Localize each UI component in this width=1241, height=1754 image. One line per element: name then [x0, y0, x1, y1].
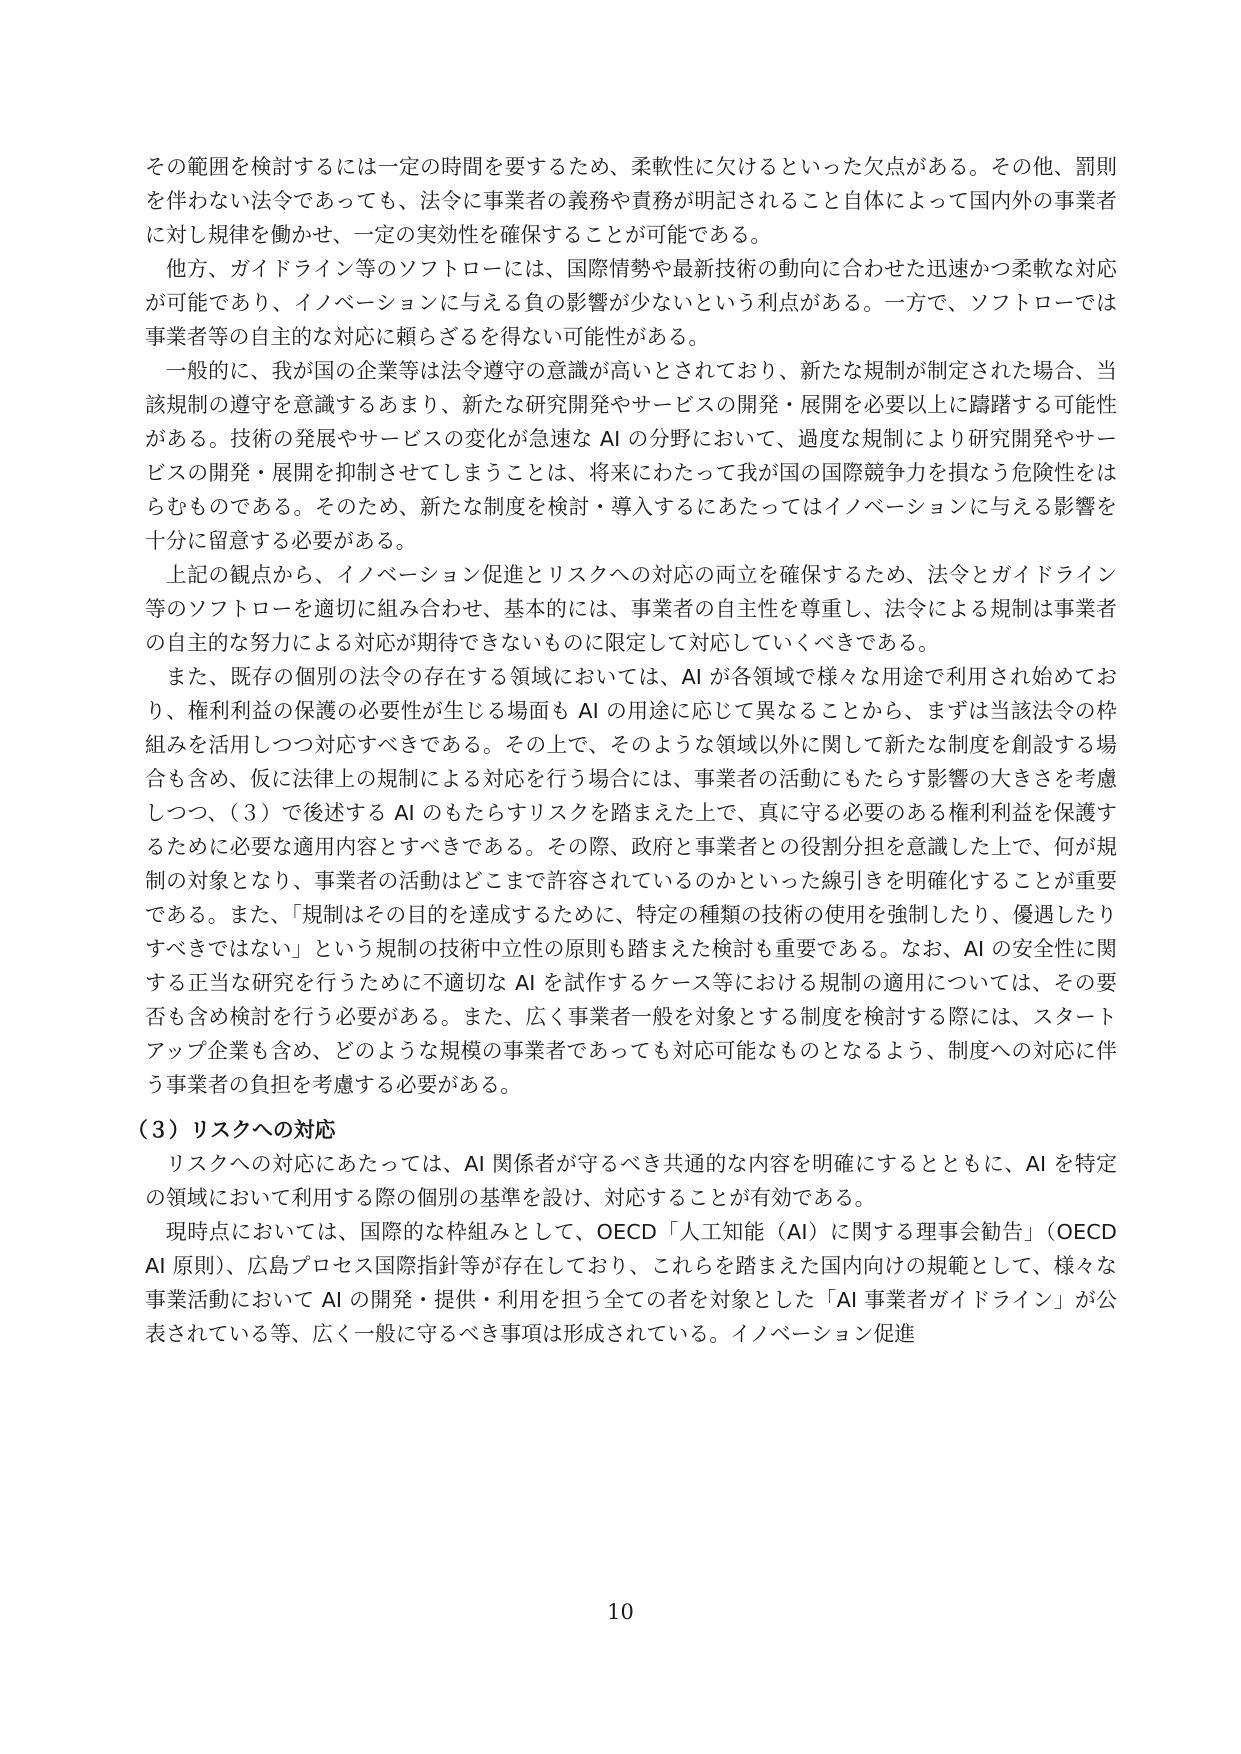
- paragraph-existing-laws: また、既存の個別の法令の存在する領域においては、AI が各領域で様々な用途で利用され始めており、権利利益の保護の必要性が生じる場面も AI の用途に応じて異なることから、まずは当該法令の枠組みを活用しつつ対応すべきである。その上で、そのような領域以外に関して新たな制度を創設する場合も含め、仮に法律上の規制による対応を行う場合には、事業者の活動にもたらす影響の大きさを考慮しつつ、（３）で後述する AI のもたらすリスクを踏まえた上で、真に守る必要のある権利利益を保護するために必要な適用内容とすべきである。その際、政府と事業者との役割分担を意識した上で、何が規制の対象となり、事業者の活動はどこまで許容されているのかといった線引きを明確化することが重要である。また、「規制はその目的を達成するために、特定の種類の技術の使用を強制したり、優遇したりすべきではない」という規制の技術中立性の原則も踏まえた検討も重要である。なお、AI の安全性に関する正当な研究を行うために不適切な AI を試作するケース等における規制の適用については、その要否も含め検討を行う必要がある。また、広く事業者一般を対象とする制度を検討する際には、スタートアップ企業も含め、どのような規模の事業者であっても対応可能なものとなるよう、制度への対応に伴う事業者の負担を考慮する必要がある。: [145, 665, 1117, 1097]
- paragraph-balance: 上記の観点から、イノベーション促進とリスクへの対応の両立を確保するため、法令とガイドライン等のソフトローを適切に組み合わせ、基本的には、事業者の自主性を尊重し、法令による規制は事業者の自主的な努力による対応が期待できないものに限定して対応していくべきである。: [145, 563, 1117, 655]
- section-heading: （３）リスクへの対応: [127, 1118, 336, 1142]
- paragraph-soft-law: 他方、ガイドライン等のソフトローには、国際情勢や最新技術の動向に合わせた迅速かつ柔軟な対応が可能であり、イノベーションに与える負の影響が少ないという利点がある。一方で、ソフトローでは事業者等の自主的な対応に頼らざるを得ない可能性がある。: [145, 257, 1117, 349]
- paragraph-compliance: 一般的に、我が国の企業等は法令遵守の意識が高いとされており、新たな規制が制定された場合、当該規制の遵守を意識するあまり、新たな研究開発やサービスの開発・展開を必要以上に躊躇する可能性がある。技術の発展やサービスの変化が急速な AI の分野において、過度な規制により研究開発やサービスの開発・展開を抑制させてしまうことは、将来にわたって我が国の国際競争力を損なう危険性をはらむものである。そのため、新たな制度を検討・導入するにあたってはイノベーションに与える影響を十分に留意する必要がある。: [145, 359, 1117, 553]
- paragraph-continuation: その範囲を検討するには一定の時間を要するため、柔軟性に欠けるといった欠点がある。その他、罰則を伴わない法令であっても、法令に事業者の義務や責務が明記されること自体によって国内外の事業者に対し規律を働かせ、一定の実効性を確保することが可能である。: [145, 155, 1117, 247]
- paragraph-current-frameworks: 現時点においては、国際的な枠組みとして、OECD「人工知能（AI）に関する理事会勧告」（OECD AI 原則）、広島プロセス国際指針等が存在しており、これらを踏まえた国内向けの規範として、様々な事業活動において AI の開発・提供・利用を担う全ての者を対象とした「AI 事業者ガイドライン」が公表されている等、広く一般に守るべき事項は形成されている。イノベーション促進: [145, 1220, 1117, 1346]
- paragraph-risk-response: リスクへの対応にあたっては、AI 関係者が守るべき共通的な内容を明確にするとともに、AI を特定の領域において利用する際の個別の基準を設け、対応することが有効である。: [145, 1152, 1117, 1210]
- body-text: [127, 150, 1117, 1351]
- page-number: 10: [607, 1600, 634, 1624]
